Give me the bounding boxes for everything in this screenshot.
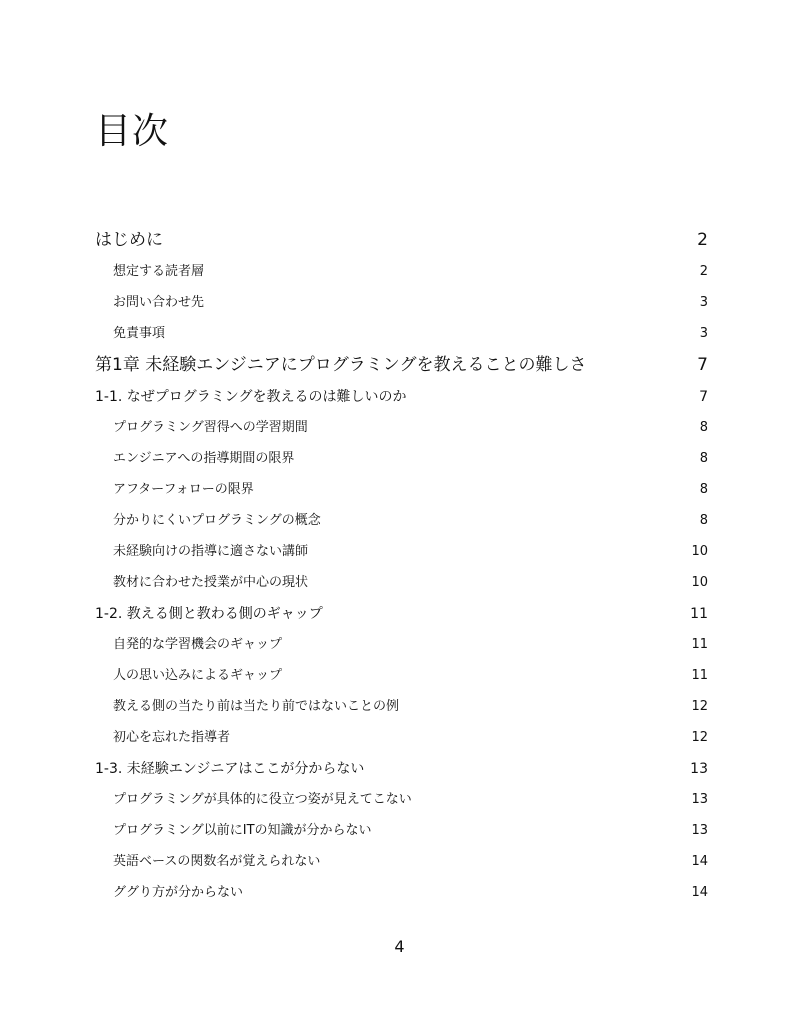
- toc-entry-subsection[interactable]: [0, 536, 799, 567]
- toc-entry-subsection[interactable]: [0, 877, 799, 908]
- page-title: 目次: [95, 111, 170, 152]
- toc-entry-page: 3: [699, 326, 708, 341]
- toc-entry-label: 未経験向けの指導に適さない講師: [113, 544, 309, 559]
- toc-entry-label: 分かりにくいプログラミングの概念: [113, 513, 321, 528]
- toc-entry-label: 第1章 未経験エンジニアにプログラミングを教えることの難しさ: [95, 355, 587, 375]
- toc-entry-label: 免責事項: [113, 326, 166, 341]
- toc-entry-section[interactable]: [0, 598, 799, 629]
- toc-entry-subsection[interactable]: [0, 318, 799, 349]
- toc-entry-subsection[interactable]: [0, 505, 799, 536]
- toc-entry-subsection[interactable]: [0, 846, 799, 877]
- toc-entry-subsection[interactable]: [0, 412, 799, 443]
- toc-entry-label: 1-2. 教える側と教わる側のギャップ: [95, 606, 323, 622]
- toc-entry-page: 3: [699, 295, 708, 310]
- toc-entry-subsection[interactable]: [0, 443, 799, 474]
- toc-entry-page: 8: [699, 451, 708, 466]
- toc-entry-subsection[interactable]: [0, 474, 799, 505]
- toc-entry-subsection[interactable]: [0, 722, 799, 753]
- page-number: 4: [394, 937, 405, 956]
- toc-entry-page: 7: [697, 355, 708, 375]
- toc-entry-chapter[interactable]: [0, 349, 799, 381]
- toc-entry-page: 12: [691, 730, 708, 745]
- toc-entry-subsection[interactable]: [0, 691, 799, 722]
- toc-entry-page: 8: [699, 420, 708, 435]
- toc-entry-page: 11: [691, 668, 708, 683]
- toc-entry-label: 初心を忘れた指導者: [113, 730, 231, 745]
- toc-entry-page: 11: [691, 637, 708, 652]
- toc-entry-page: 11: [690, 606, 708, 622]
- toc-entry-page: 7: [699, 389, 708, 405]
- toc-entry-chapter[interactable]: [0, 224, 799, 256]
- toc-entry-page: 13: [691, 823, 708, 838]
- toc-entry-label: 自発的な学習機会のギャップ: [113, 637, 283, 652]
- toc-entry-label: お問い合わせ先: [113, 295, 205, 310]
- toc-entry-label: 英語ベースの関数名が覚えられない: [113, 854, 321, 869]
- toc-entry-page: 2: [699, 264, 708, 279]
- toc-entry-section[interactable]: [0, 753, 799, 784]
- toc-entry-label: プログラミングが具体的に役立つ姿が見えてこない: [113, 792, 412, 807]
- toc-entry-page: 8: [699, 482, 708, 497]
- toc-entry-subsection[interactable]: [0, 287, 799, 318]
- toc-entry-label: ググり方が分からない: [113, 885, 244, 900]
- toc-entry-label: 教材に合わせた授業が中心の現状: [113, 575, 309, 590]
- toc-entry-page: 10: [691, 544, 708, 559]
- toc-entry-subsection[interactable]: [0, 567, 799, 598]
- toc-entry-page: 14: [691, 885, 708, 900]
- toc-entry-label: アフターフォローの限界: [113, 482, 254, 497]
- toc-entry-subsection[interactable]: [0, 256, 799, 287]
- toc-entry-label: 教える側の当たり前は当たり前ではないことの例: [113, 699, 400, 714]
- toc-entry-subsection[interactable]: [0, 629, 799, 660]
- toc-entry-label: 1-1. なぜプログラミングを教えるのは難しいのか: [95, 389, 407, 405]
- toc-entry-page: 2: [697, 230, 708, 250]
- toc-entry-subsection[interactable]: [0, 815, 799, 846]
- toc-entry-label: 1-3. 未経験エンジニアはここが分からない: [95, 761, 365, 777]
- toc-entry-label: プログラミング以前にITの知識が分からない: [113, 823, 372, 838]
- toc-entry-subsection[interactable]: [0, 660, 799, 691]
- toc-entry-page: 14: [691, 854, 708, 869]
- toc-entry-label: はじめに: [95, 230, 163, 250]
- toc-entry-page: 13: [690, 761, 708, 777]
- toc-entry-page: 8: [699, 513, 708, 528]
- toc-entry-label: プログラミング習得への学習期間: [113, 420, 308, 435]
- toc-entry-section[interactable]: [0, 381, 799, 412]
- toc-entry-page: 10: [691, 575, 708, 590]
- toc-entry-page: 13: [691, 792, 708, 807]
- toc-entry-subsection[interactable]: [0, 784, 799, 815]
- toc-entry-label: 人の思い込みによるギャップ: [113, 668, 283, 683]
- toc-entry-label: エンジニアへの指導期間の限界: [113, 451, 295, 466]
- toc-entry-page: 12: [691, 699, 708, 714]
- toc-entry-label: 想定する読者層: [113, 264, 205, 279]
- table-of-contents: [0, 224, 799, 908]
